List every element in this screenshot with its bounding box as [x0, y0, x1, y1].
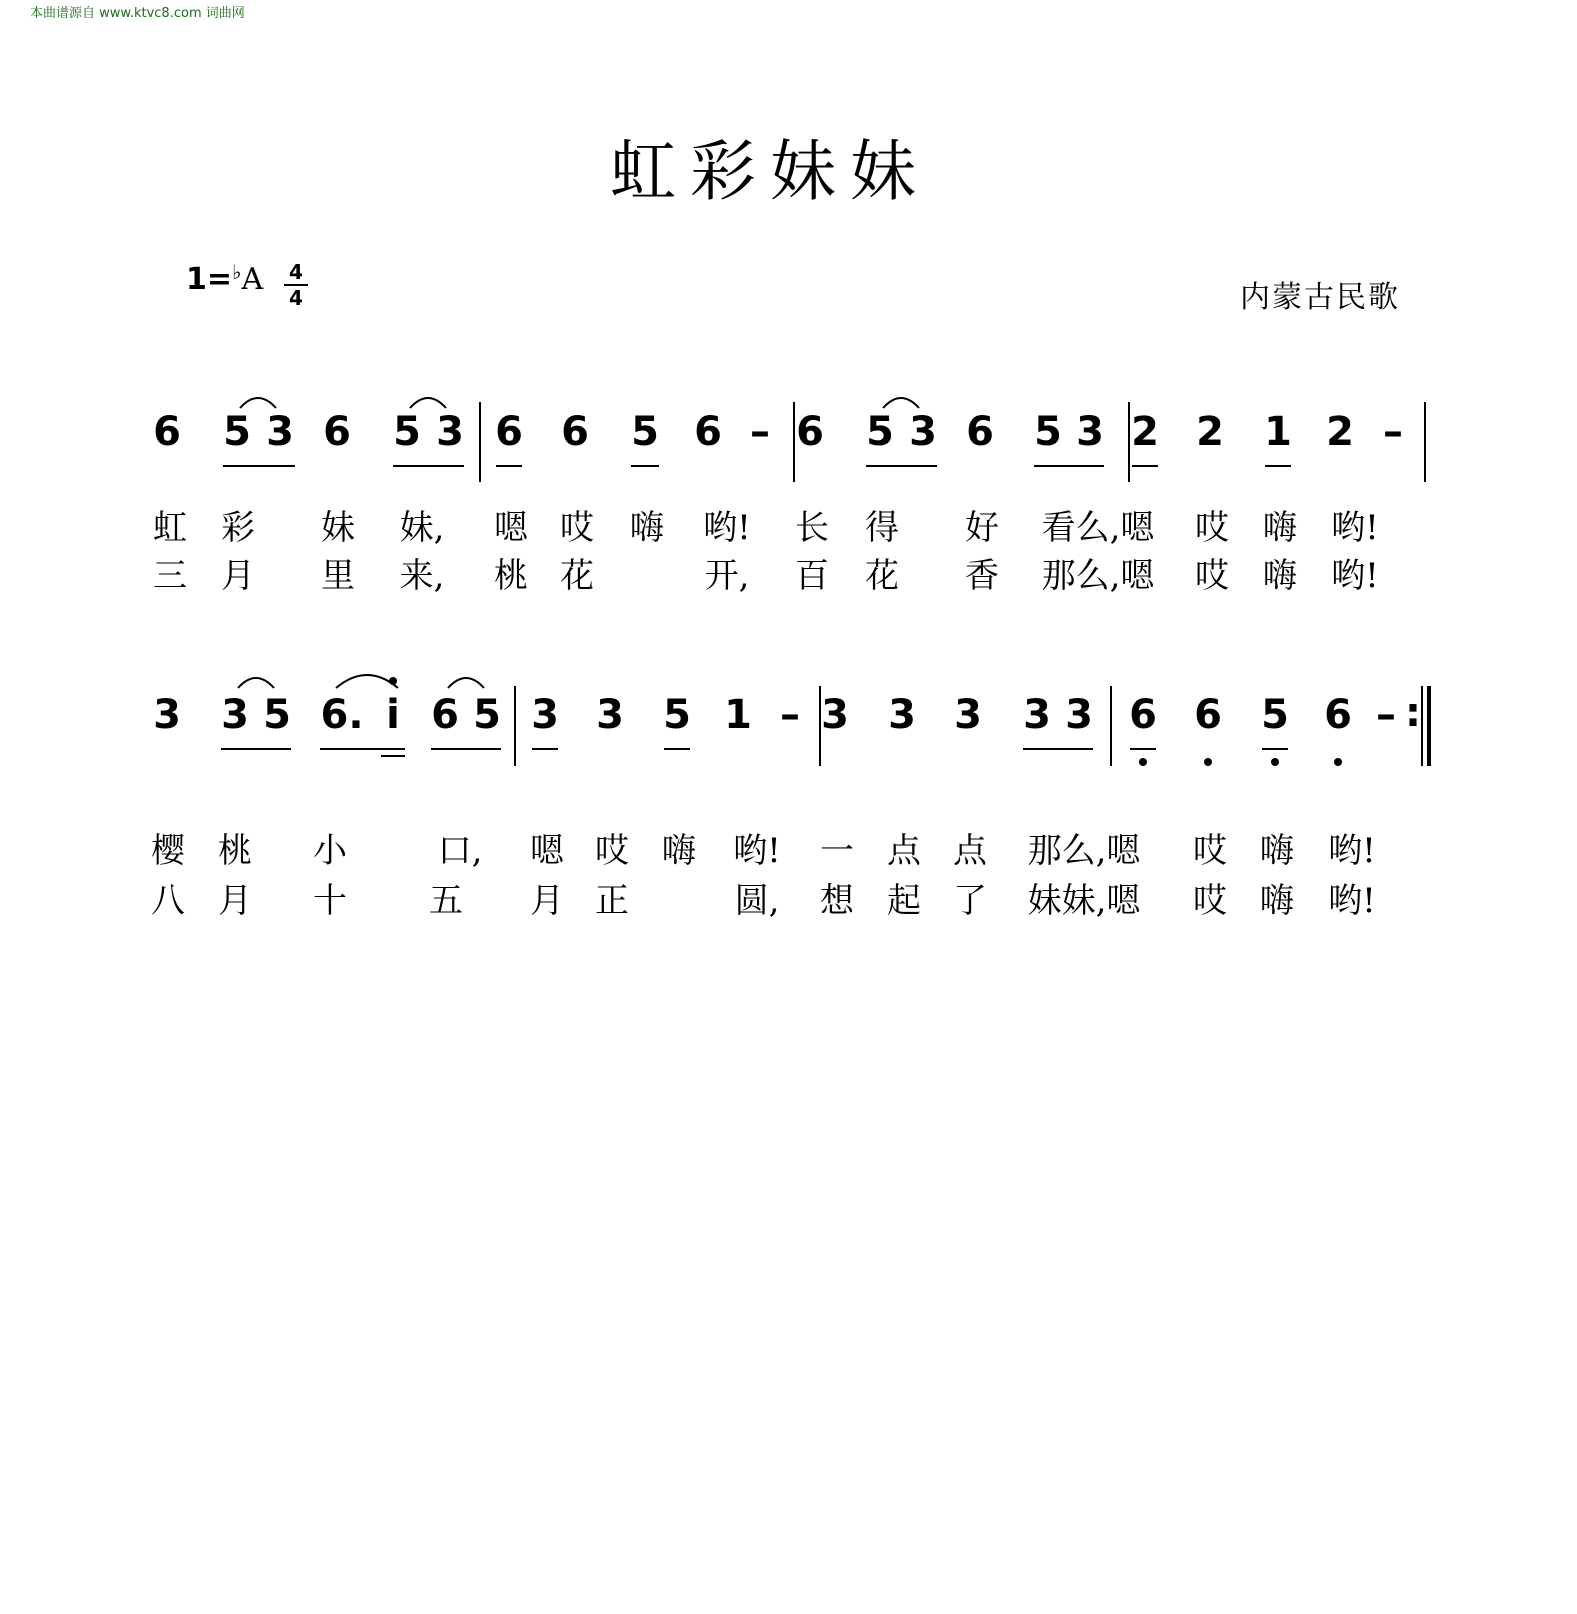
lyric: 月: [221, 556, 255, 596]
note: 3: [821, 692, 849, 738]
song-title: 虹彩妹妹: [610, 133, 930, 210]
slur: [240, 398, 276, 408]
lyric: 嗨: [1260, 831, 1294, 871]
note: 5: [1034, 409, 1062, 455]
note: 1: [1264, 409, 1292, 455]
lyric: 看么,嗯: [1041, 508, 1155, 548]
note-dash: –: [780, 692, 800, 738]
lyric: 妹妹,嗯: [1027, 881, 1141, 921]
lyric: 哎: [1195, 508, 1229, 548]
note: 5: [223, 409, 251, 455]
lyric: 那么,嗯: [1027, 831, 1141, 871]
lyric: 嗯: [530, 831, 564, 871]
note: 3: [153, 692, 181, 738]
note-dash: –: [1383, 409, 1403, 455]
lyric: 哎: [560, 508, 594, 548]
lyric: 哎: [1195, 556, 1229, 596]
lyric: 虹: [153, 508, 187, 548]
note-high: i: [386, 692, 400, 738]
lyric: 来,: [399, 556, 445, 596]
note: 6.: [320, 692, 364, 738]
lyric: 嗨: [1263, 556, 1297, 596]
lyric: 妹: [321, 508, 355, 548]
note: 3: [1076, 409, 1104, 455]
note: 3: [1065, 692, 1093, 738]
lyric: 嗯: [494, 508, 528, 548]
lyric: 五: [429, 881, 463, 921]
lyric: 月: [218, 881, 252, 921]
low-octave-dot: [1271, 758, 1279, 766]
note: 3: [266, 409, 294, 455]
time-signature-top: 4: [289, 260, 303, 284]
note: 5: [1261, 692, 1289, 738]
key-flat: ♭: [232, 260, 242, 284]
system2-notes: [153, 690, 1421, 738]
key-note: A: [241, 262, 264, 297]
lyric: 八: [151, 881, 185, 921]
note-dash: –: [1376, 692, 1396, 738]
lyric: 得: [865, 508, 899, 548]
lyric: 想: [820, 881, 854, 921]
note: 5: [663, 692, 691, 738]
lyric: 正: [595, 881, 629, 921]
lyric: 香: [965, 556, 999, 596]
note: 5: [631, 409, 659, 455]
note: 2: [1196, 409, 1224, 455]
note: 6: [1194, 692, 1222, 738]
note: 3: [954, 692, 982, 738]
note: 2: [1326, 409, 1354, 455]
note: 3: [909, 409, 937, 455]
slur: [410, 398, 446, 408]
note: 3: [531, 692, 559, 738]
lyric: 十: [313, 881, 347, 921]
note-dash: –: [750, 409, 770, 455]
lyric: 起: [887, 881, 921, 921]
lyric: 哟!: [1331, 556, 1379, 596]
low-octave-dot: [1204, 758, 1212, 766]
system2-underlines: [221, 749, 1288, 756]
key-one: 1=: [186, 262, 233, 297]
slur: [448, 678, 484, 688]
lyric: 妹,: [399, 508, 445, 548]
note: 6: [1129, 692, 1157, 738]
lyric: 樱: [151, 831, 185, 871]
system1-notes: [153, 409, 1403, 455]
note: 6: [431, 692, 459, 738]
lyric: 哟!: [1331, 508, 1379, 548]
lyric: 长: [795, 508, 829, 548]
note: 5: [473, 692, 501, 738]
note: 3: [436, 409, 464, 455]
lyric: 桃: [218, 831, 252, 871]
lyric: 花: [865, 556, 899, 596]
lyric: 嗨: [630, 508, 664, 548]
note: 3: [1023, 692, 1051, 738]
lyric: 口,: [437, 831, 483, 871]
repeat-dots: :: [1405, 690, 1421, 736]
lyric: 哎: [1193, 881, 1227, 921]
lyric: 点: [953, 831, 987, 871]
note: 3: [221, 692, 249, 738]
note: 6: [1324, 692, 1352, 738]
lyric: 哟!: [1328, 881, 1376, 921]
note: 6: [561, 409, 589, 455]
note: 6: [966, 409, 994, 455]
lyric: 一: [820, 831, 854, 871]
lyric: 小: [313, 831, 347, 871]
lyric: 点: [887, 831, 921, 871]
low-octave-dot: [1334, 758, 1342, 766]
note: 5: [866, 409, 894, 455]
lyric: 嗨: [1263, 508, 1297, 548]
lyric: 哟!: [1328, 831, 1376, 871]
lyric: 花: [560, 556, 594, 596]
lyric: 开,: [704, 556, 750, 596]
lyric: 三: [153, 556, 187, 596]
note: 6: [153, 409, 181, 455]
note: 6: [796, 409, 824, 455]
note: 5: [263, 692, 291, 738]
lyric: 里: [321, 556, 355, 596]
note: 5: [393, 409, 421, 455]
lyric: 好: [965, 508, 999, 548]
note: 6: [323, 409, 351, 455]
lyric: 圆,: [734, 881, 780, 921]
lyric: 哟!: [733, 831, 781, 871]
system2-slurs: [238, 675, 484, 688]
lyric: 了: [953, 881, 987, 921]
note: 2: [1131, 409, 1159, 455]
note: 3: [596, 692, 624, 738]
lyric: 嗨: [1260, 881, 1294, 921]
slur: [883, 398, 919, 408]
note: 6: [694, 409, 722, 455]
time-signature-bottom: 4: [289, 286, 303, 310]
system1-slurs: [240, 398, 919, 408]
lyric: 桃: [494, 556, 528, 596]
low-octave-dot: [1139, 758, 1147, 766]
slur: [336, 675, 398, 688]
lyric: 哎: [595, 831, 629, 871]
lyric: 哎: [1193, 831, 1227, 871]
note: 6: [495, 409, 523, 455]
lyric: 彩: [221, 508, 255, 548]
slur: [238, 678, 274, 688]
lyric: 月: [530, 881, 564, 921]
lyric: 嗨: [662, 831, 696, 871]
note: 1: [724, 692, 752, 738]
lyric: 哟!: [703, 508, 751, 548]
note: 3: [888, 692, 916, 738]
lyric: 百: [795, 556, 829, 596]
lyric: 那么,嗯: [1041, 556, 1155, 596]
watermark-text: 本曲谱源自 www.ktvc8.com 词曲网: [30, 6, 245, 21]
composer-label: 内蒙古民歌: [1240, 280, 1400, 315]
